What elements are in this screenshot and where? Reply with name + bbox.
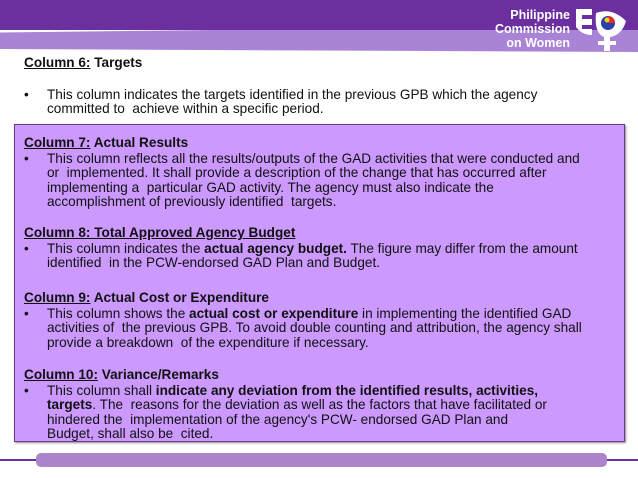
text-line	[47, 166, 580, 180]
text-line	[47, 256, 578, 270]
text: activities of the previous GPB. To avoid double counting and attribution, the agency shall	[47, 320, 582, 336]
bullet-text	[47, 384, 547, 442]
text: implementing a particular GAD activity. The agency must also indicate the	[47, 179, 494, 195]
bullet-text	[47, 242, 578, 271]
bullet-text	[47, 88, 537, 117]
column-label: Column 6:	[24, 55, 91, 70]
pcw-logo-icon	[572, 5, 632, 51]
text-line	[47, 384, 547, 398]
text: This column shows the	[47, 306, 190, 321]
logo-line: Philippine	[510, 8, 570, 22]
text: in implementing the identified GAD	[358, 306, 572, 321]
logo-line: Commission	[494, 22, 570, 36]
text: committed to achieve within a specific period.	[47, 101, 324, 117]
text-line	[47, 88, 537, 102]
text: The figure may differ from the amount	[346, 241, 578, 256]
column-title: Actual Results	[90, 135, 189, 150]
text: This column indicates the	[47, 241, 205, 256]
text: identified in the PCW-endorsed GAD Plan and Budget.	[47, 255, 380, 271]
text: . The reasons for the deviation as well as the factors that have facilitated or	[92, 397, 547, 413]
text: provide a breakdown of the expenditure if necessary.	[47, 334, 369, 350]
text-line	[47, 195, 580, 209]
text-line	[47, 242, 578, 256]
section-heading	[24, 56, 142, 70]
text: This column shall	[47, 383, 156, 398]
bullet-icon: •	[24, 306, 29, 321]
text-line	[47, 398, 547, 412]
column-title: Actual Cost or Expenditure	[90, 290, 269, 305]
column-label: Column 8: Total Approved Agency Budget	[24, 225, 296, 240]
bold-text: actual cost or expenditure	[189, 306, 359, 321]
bullet-icon: •	[24, 151, 29, 166]
text: This column indicates the targets identified in the previous GPB which the agency	[47, 87, 538, 102]
text-line	[47, 321, 582, 335]
text-line	[47, 181, 580, 195]
text-line	[47, 152, 580, 166]
text-line	[47, 102, 537, 116]
column-label: Column 9:	[24, 290, 91, 305]
logo-line: on Women	[506, 36, 570, 50]
text: hindered the implementation of the agency's PCW- endorsed GAD Plan and	[47, 411, 509, 427]
footer-bar	[36, 453, 607, 467]
bullet-text	[47, 307, 582, 350]
column-label: Column 10:	[24, 367, 99, 382]
text-line	[47, 307, 582, 321]
bold-text: actual agency budget.	[204, 241, 347, 256]
section-heading	[24, 136, 188, 150]
bullet-icon: •	[24, 383, 29, 398]
bullet-icon: •	[24, 87, 29, 102]
column-title: Targets	[90, 55, 143, 70]
pcw-logo-text	[495, 8, 570, 50]
section-heading	[24, 291, 269, 305]
section-heading	[24, 368, 219, 382]
bold-text: targets	[47, 397, 93, 413]
text-line	[47, 427, 547, 441]
text: Budget, shall also be cited.	[47, 426, 214, 442]
column-title: Variance/Remarks	[98, 367, 219, 382]
column-label: Column 7:	[24, 135, 91, 150]
bullet-text	[47, 152, 580, 210]
section-heading	[24, 226, 295, 240]
text: This column reflects all the results/outputs of the GAD activities that were conducted and	[47, 151, 580, 166]
text-line	[47, 413, 547, 427]
bold-text: indicate any deviation from the identified results, activities,	[155, 383, 539, 398]
text-line	[47, 336, 582, 350]
text: or implemented. It shall provide a description of the change that has occurred after	[47, 165, 547, 181]
bullet-icon: •	[24, 241, 29, 256]
text: accomplishment of previously identified targets.	[47, 194, 337, 210]
